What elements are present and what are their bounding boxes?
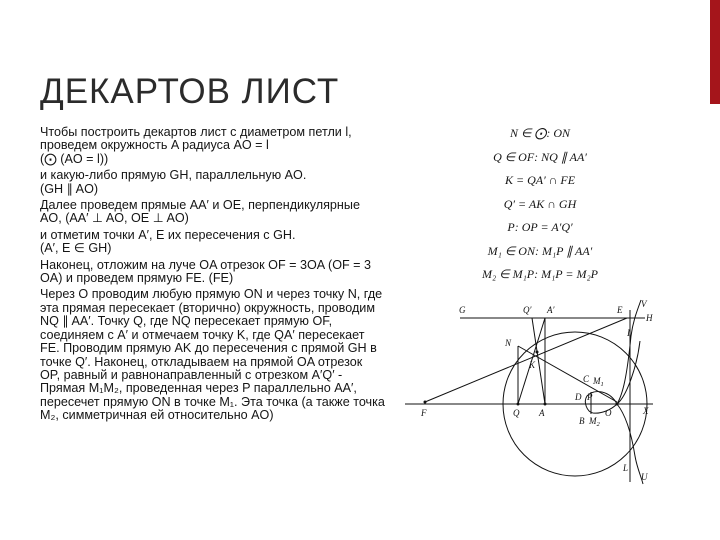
label-m1-main: M: [593, 376, 601, 386]
paragraph-4-text: и отметим точки A′, E их пересечения с GH.: [40, 227, 296, 242]
label-h: H: [646, 313, 653, 323]
label-b: B: [579, 416, 585, 426]
label-o: O: [605, 408, 612, 418]
upper-branch: [617, 300, 641, 404]
label-m2: [588, 416, 601, 428]
paragraph-4: [40, 229, 385, 256]
label-l: L: [623, 463, 629, 473]
label-i: I: [627, 328, 630, 338]
paragraph-6: [40, 288, 385, 422]
label-e: E: [617, 305, 623, 315]
formula-2: Q ∈ OF: NQ ∥ AA′: [493, 149, 587, 164]
cartesian-leaf-diagram: [405, 296, 660, 486]
paragraph-1-condition: (⨀ (AO = l)): [40, 151, 109, 166]
line-on: [518, 346, 617, 402]
label-n: N: [505, 338, 512, 348]
paragraph-5-text: Наконец, отложим на луче OA отрезок OF = 3OA (OF = 3 OA) и проведем прямую FE. (FE): [40, 257, 372, 286]
paragraph-2-text: и какую-либо прямую GH, параллельную AO.: [40, 168, 307, 183]
inner-curve: [617, 341, 640, 404]
formula-1: N ∈ ⨀: ON: [509, 126, 571, 140]
label-x: X: [643, 406, 649, 416]
point-q: [517, 403, 520, 406]
label-d: D: [575, 392, 582, 402]
point-a: [544, 403, 547, 406]
slide-title: ДЕКАРТОВ ЛИСТ: [40, 72, 340, 111]
formula-4: Q′ = AK ∩ GH: [503, 196, 577, 211]
formula-7: M₂ ∈ M₁P: M₁P = M₂P: [482, 267, 598, 281]
label-p: P: [587, 392, 593, 402]
label-v: V: [641, 299, 647, 309]
point-f: [424, 401, 427, 404]
label-g: G: [459, 305, 466, 315]
label-m1-sub: 1: [600, 381, 604, 388]
label-q-prime: Q′: [523, 305, 532, 315]
label-f: F: [421, 408, 427, 418]
label-u: U: [641, 472, 648, 482]
paragraph-1-text: Чтобы построить декартов лист с диаметром петли l, проведем окружность A радиуса AO = l: [40, 126, 352, 153]
formula-5: P: OP = A′Q′: [507, 220, 573, 234]
label-q: Q: [513, 408, 520, 418]
point-k: [536, 351, 539, 354]
formula-column: [455, 126, 625, 291]
label-m2-sub: 2: [596, 421, 600, 428]
paragraph-2-condition: (GH ∥ AO): [40, 181, 99, 196]
label-m1: [592, 376, 604, 388]
label-m2-main: M: [589, 416, 597, 426]
label-k: K: [529, 360, 536, 370]
construction-description: [40, 126, 385, 482]
paragraph-4-condition: (A′, E ∈ GH): [40, 241, 112, 256]
paragraph-3-text: Далее проведем прямые AA′ и OE, перпендикулярные AO, (AA′ ⊥ AO, OE ⊥ AO): [40, 198, 360, 226]
formula-6: M₁ ∈ ON: M₁P ∥ AA′: [487, 243, 593, 258]
paragraph-2: [40, 169, 385, 196]
paragraph-6-text: Через O проводим любую прямую ON и через точку N, где эта прямая пересекает (вторично) окружность, проводим NQ ∥ AA′. Точку Q, где NQ пересекает прямую OF, соединяем с A′ и отмечаем точку K, где QA′ пересекает FE. Проводим прямую AK до пересечения с прямой GH в точке Q′. Наконец, откладываем на прямой OA отрезок OP, равный и равнонаправленный с отрезком A′Q′ - Прямая M₁M₂, проведенная через P параллельно AA′, пересечет прямую ON в точке M₁. Эта точка (а также точка M₂, симметричная ей относительно AO): [40, 287, 385, 423]
line-fe: [425, 318, 627, 402]
formula-3: K = QA′ ∩ FE: [504, 173, 576, 187]
paragraph-5: [40, 259, 385, 286]
paragraph-3: [40, 199, 385, 226]
label-c: C: [583, 374, 590, 384]
accent-bar: [710, 0, 720, 104]
label-a-prime: A′: [547, 305, 555, 315]
label-a: A: [539, 408, 545, 418]
paragraph-1: [40, 126, 385, 166]
point-o: [616, 403, 619, 406]
